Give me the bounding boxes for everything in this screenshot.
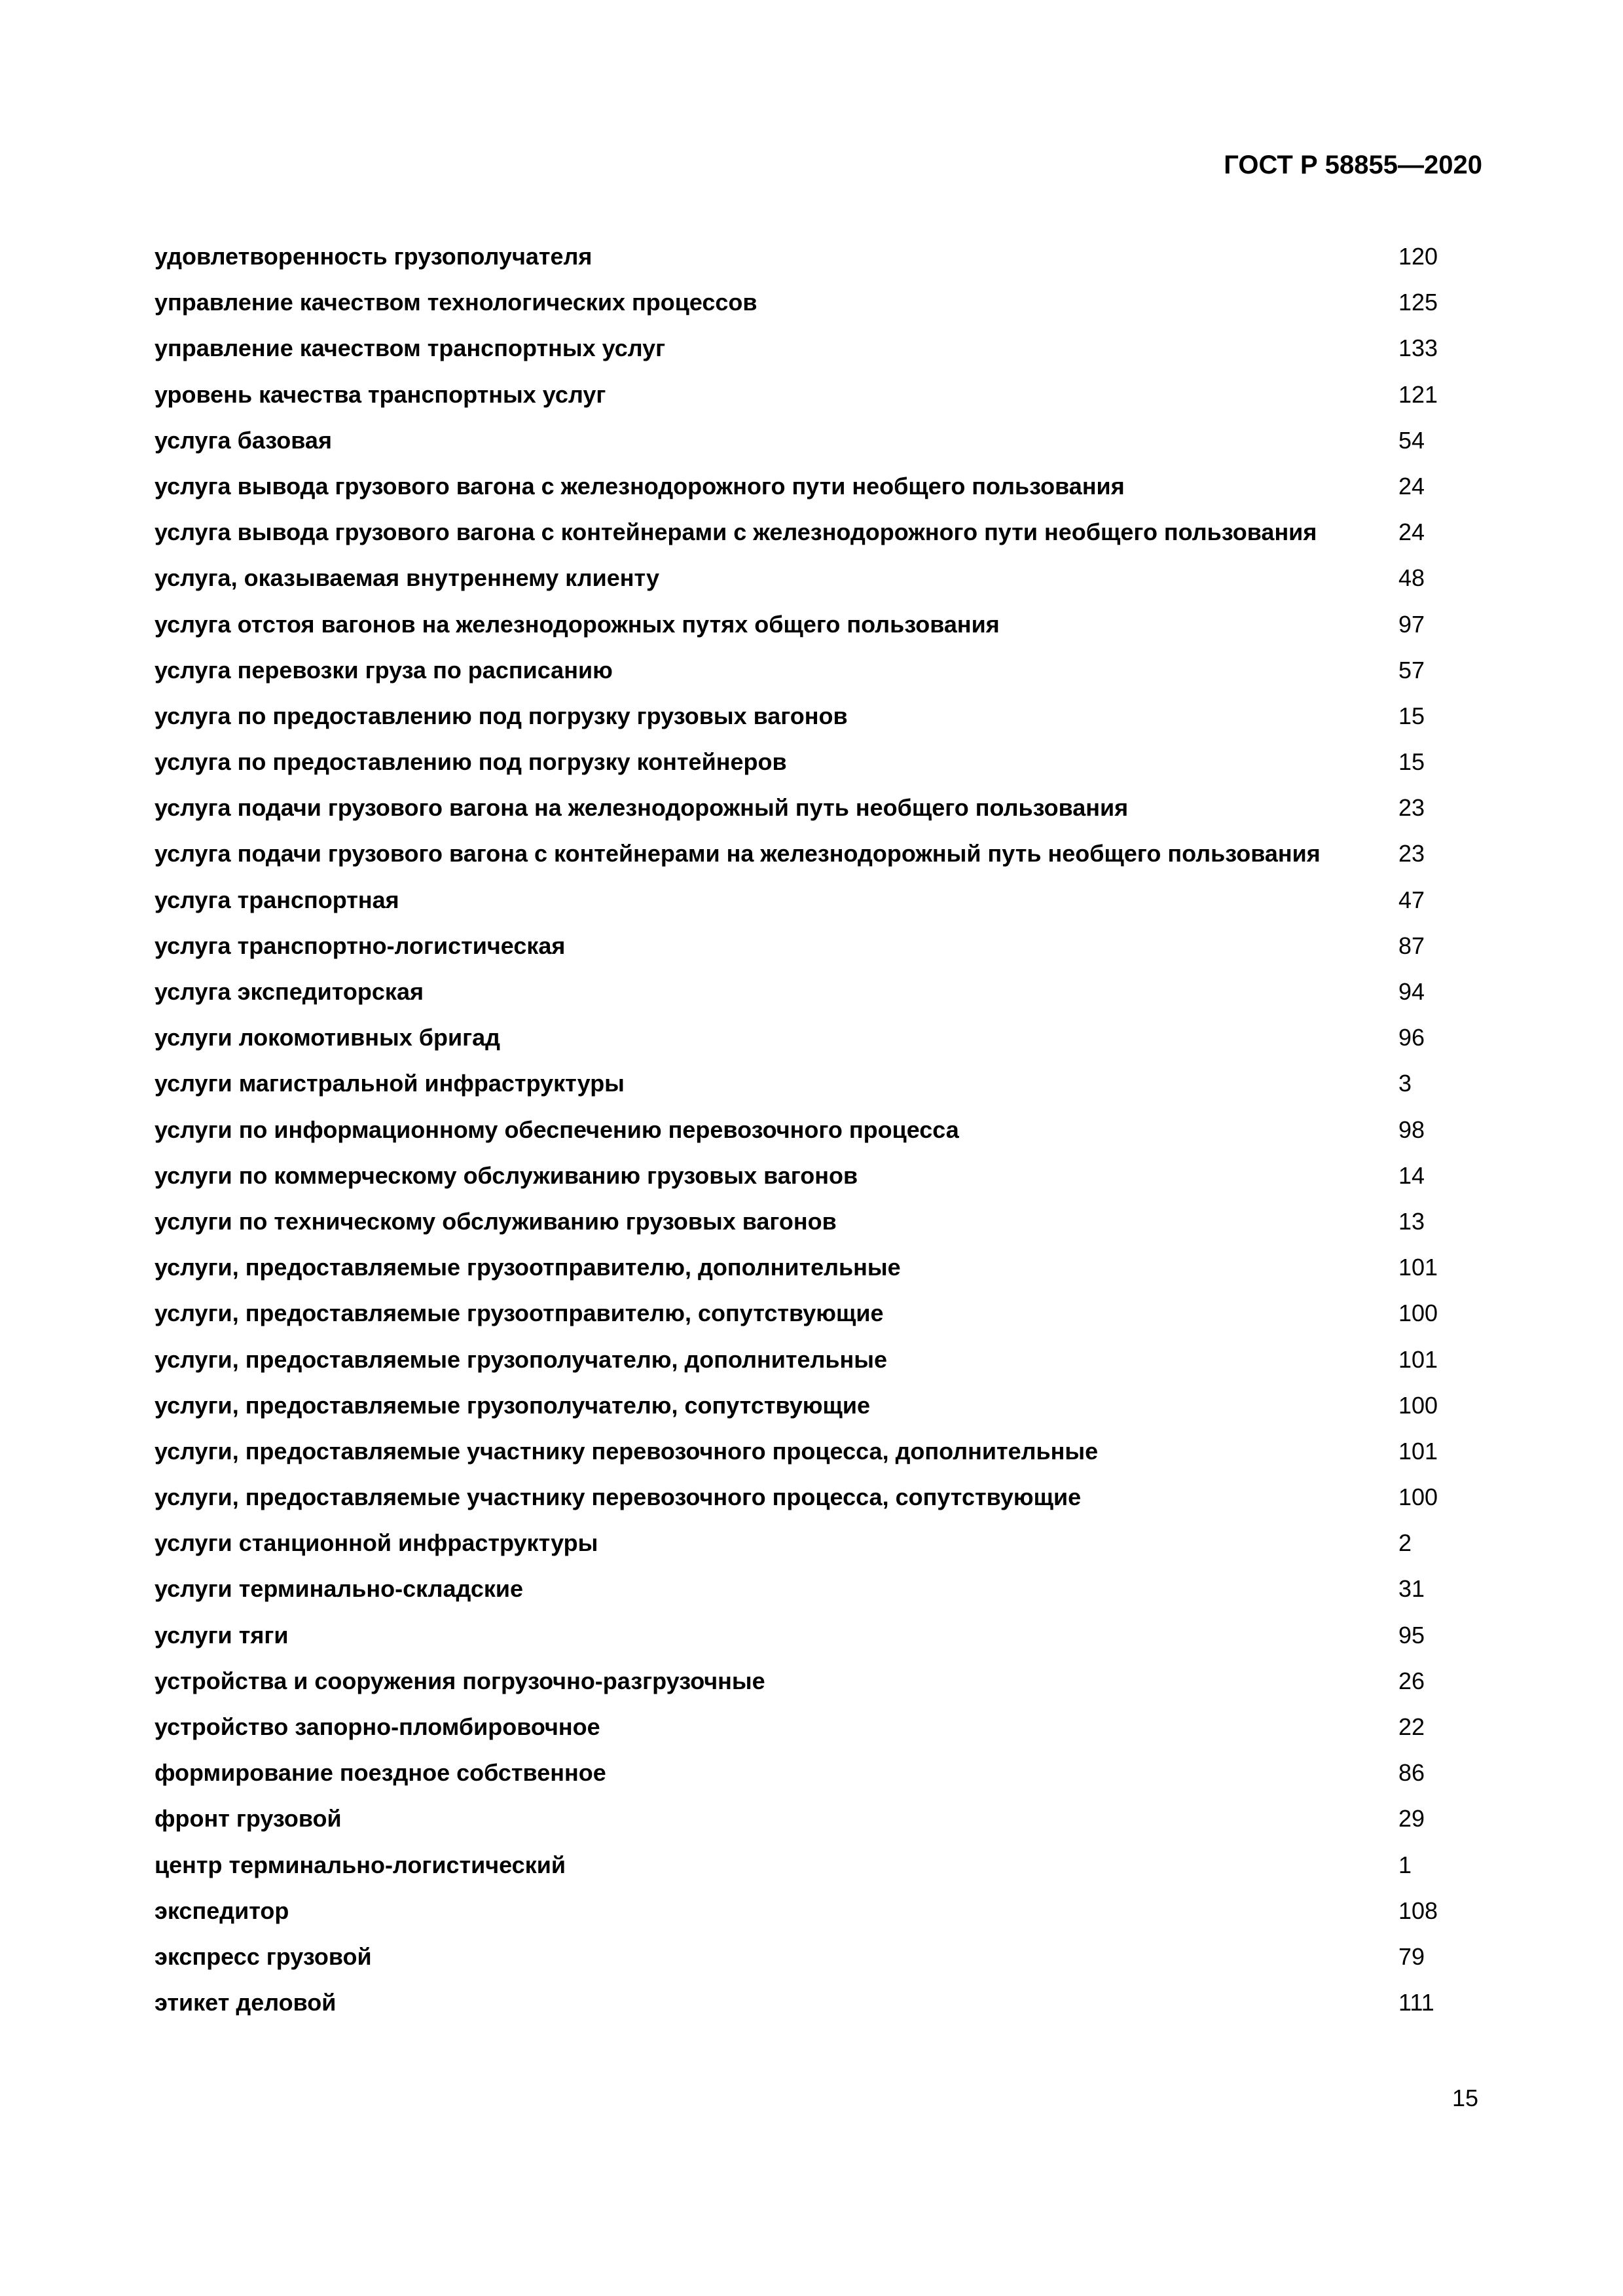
index-entry: [155, 697, 1464, 742]
index-term-number: 111: [1398, 1989, 1434, 2016]
index-term-number: 23: [1398, 794, 1425, 822]
index-term-number: 121: [1398, 380, 1438, 408]
index-term: услуги магистральной инфраструктуры: [155, 1070, 625, 1097]
index-entry: [155, 421, 1464, 467]
index-term-number: 47: [1398, 886, 1425, 913]
index-entry: [155, 742, 1464, 788]
index-term: услуга транспортная: [155, 886, 399, 913]
index-entry: [155, 375, 1464, 421]
index-term: услуги, предоставляемые грузоотправителю, сопутствующие: [155, 1300, 884, 1327]
index-term-number: 98: [1398, 1116, 1425, 1143]
index-entry: [155, 1523, 1464, 1569]
index-term: управление качеством транспортных услуг: [155, 335, 666, 362]
index-entry: [155, 1478, 1464, 1523]
index-term: этикет деловой: [155, 1989, 337, 2016]
index-term-number: 22: [1398, 1713, 1425, 1740]
index-entry: [155, 1937, 1464, 1983]
index-term: услуга отстоя вагонов на железнодорожных путях общего пользования: [155, 610, 1000, 638]
index-term-number: 100: [1398, 1484, 1438, 1511]
index-term-number: 13: [1398, 1207, 1425, 1235]
index-term: фронт грузовой: [155, 1805, 342, 1832]
index-term-number: 94: [1398, 978, 1425, 1005]
index-term-number: 26: [1398, 1667, 1425, 1694]
index-entry: [155, 1202, 1464, 1248]
index-term-number: 2: [1398, 1529, 1412, 1557]
index-term-number: 125: [1398, 289, 1438, 316]
index-term-number: 29: [1398, 1805, 1425, 1832]
index-term: услуги по информационному обеспечению перевозочного процесса: [155, 1116, 959, 1143]
index-term: услуга по предоставлению под погрузку контейнеров: [155, 748, 787, 776]
index-term: услуги станционной инфраструктуры: [155, 1529, 598, 1557]
index-term-number: 14: [1398, 1161, 1425, 1189]
index-term: услуга вывода грузового вагона с контейнерами с железнодорожного пути необщего пользования: [155, 519, 1317, 546]
index-term: услуга базовая: [155, 426, 332, 454]
index-entry: [155, 1064, 1464, 1110]
index-entry: [155, 1340, 1464, 1386]
index-entry: [155, 1432, 1464, 1478]
index-term-number: 54: [1398, 426, 1425, 454]
index-term: формирование поездное собственное: [155, 1759, 606, 1787]
index-term: услуги локомотивных бригад: [155, 1024, 501, 1051]
index-entry: [155, 605, 1464, 651]
index-term: устройства и сооружения погрузочно-разгрузочные: [155, 1667, 765, 1694]
index-term: услуги терминально-складские: [155, 1575, 524, 1603]
index-term: устройство запорно-пломбировочное: [155, 1713, 600, 1740]
index-term-number: 120: [1398, 243, 1438, 270]
index-entry: [155, 1753, 1464, 1799]
index-entry: [155, 558, 1464, 604]
index-entry: [155, 881, 1464, 926]
index-term-number: 101: [1398, 1254, 1438, 1281]
index-term: услуга подачи грузового вагона с контейнерами на железнодорожный путь необщего пользования: [155, 840, 1321, 867]
index-entry: [155, 1616, 1464, 1662]
index-term-number: 100: [1398, 1300, 1438, 1327]
index-entry: [155, 1846, 1464, 1891]
index-entry: [155, 1569, 1464, 1615]
index-term-number: 108: [1398, 1897, 1438, 1924]
index-term: услуга, оказываемая внутреннему клиенту: [155, 564, 660, 592]
index-term: услуга экспедиторская: [155, 978, 424, 1005]
index-term-number: 101: [1398, 1437, 1438, 1465]
index-entry: [155, 1248, 1464, 1294]
index-term: услуги, предоставляемые участнику перевозочного процесса, сопутствующие: [155, 1484, 1082, 1511]
index-term-number: 86: [1398, 1759, 1425, 1787]
index-term: услуга вывода грузового вагона с железнодорожного пути необщего пользования: [155, 472, 1125, 500]
index-entry: [155, 1156, 1464, 1202]
index-entry: [155, 1891, 1464, 1937]
index-term: услуги, предоставляемые грузоотправителю, дополнительные: [155, 1254, 901, 1281]
page-number: 15: [1451, 2085, 1478, 2111]
index-term: услуги, предоставляемые участнику перевозочного процесса, дополнительные: [155, 1437, 1099, 1465]
index-entry: [155, 1799, 1464, 1845]
index-term: услуга по предоставлению под погрузку грузовых вагонов: [155, 702, 848, 729]
index-term: экспедитор: [155, 1897, 289, 1924]
index-term-number: 79: [1398, 1942, 1425, 1970]
index-term-number: 87: [1398, 932, 1425, 959]
index-entry: [155, 237, 1464, 283]
index-term-number: 15: [1398, 702, 1425, 729]
index-term: управление качеством технологических процессов: [155, 289, 757, 316]
index-term-number: 101: [1398, 1345, 1438, 1373]
index-term-number: 95: [1398, 1621, 1425, 1649]
index-entry: [155, 1386, 1464, 1432]
index-entry: [155, 1294, 1464, 1339]
index-term: удовлетворенность грузополучателя: [155, 243, 593, 270]
index-term: услуга перевозки груза по расписанию: [155, 656, 613, 683]
index-term-number: 3: [1398, 1070, 1412, 1097]
index-entry: [155, 1707, 1464, 1753]
index-term: уровень качества транспортных услуг: [155, 380, 606, 408]
index-term: услуга транспортно-логистическая: [155, 932, 566, 959]
index-term-number: 24: [1398, 472, 1425, 500]
term-index-list: [155, 237, 1464, 2029]
document-code-header: ГОСТ Р 58855—2020: [1224, 151, 1482, 179]
index-term-number: 100: [1398, 1391, 1438, 1419]
index-term-number: 31: [1398, 1575, 1425, 1603]
index-entry: [155, 788, 1464, 834]
index-term: услуги по техническому обслуживанию грузовых вагонов: [155, 1207, 837, 1235]
index-term-number: 48: [1398, 564, 1425, 592]
index-term: экспресс грузовой: [155, 1942, 372, 1970]
index-term-number: 57: [1398, 656, 1425, 683]
index-term: услуга подачи грузового вагона на железнодорожный путь необщего пользования: [155, 794, 1129, 822]
index-entry: [155, 926, 1464, 972]
index-term: услуги тяги: [155, 1621, 289, 1649]
index-entry: [155, 1018, 1464, 1064]
index-term-number: 15: [1398, 748, 1425, 776]
index-entry: [155, 513, 1464, 558]
index-term-number: 97: [1398, 610, 1425, 638]
index-entry: [155, 283, 1464, 329]
index-entry: [155, 1662, 1464, 1707]
index-entry: [155, 1110, 1464, 1156]
index-term-number: 96: [1398, 1024, 1425, 1051]
index-entry: [155, 651, 1464, 697]
index-term: центр терминально-логистический: [155, 1851, 566, 1878]
index-term-number: 23: [1398, 840, 1425, 867]
index-entry: [155, 1983, 1464, 2029]
index-entry: [155, 972, 1464, 1018]
index-entry: [155, 834, 1464, 880]
index-term: услуги, предоставляемые грузополучателю, дополнительные: [155, 1345, 888, 1373]
index-entry: [155, 329, 1464, 374]
index-entry: [155, 467, 1464, 513]
index-term: услуги по коммерческому обслуживанию грузовых вагонов: [155, 1161, 858, 1189]
index-term-number: 1: [1398, 1851, 1412, 1878]
index-term: услуги, предоставляемые грузополучателю, сопутствующие: [155, 1391, 871, 1419]
index-term-number: 133: [1398, 335, 1438, 362]
index-term-number: 24: [1398, 519, 1425, 546]
